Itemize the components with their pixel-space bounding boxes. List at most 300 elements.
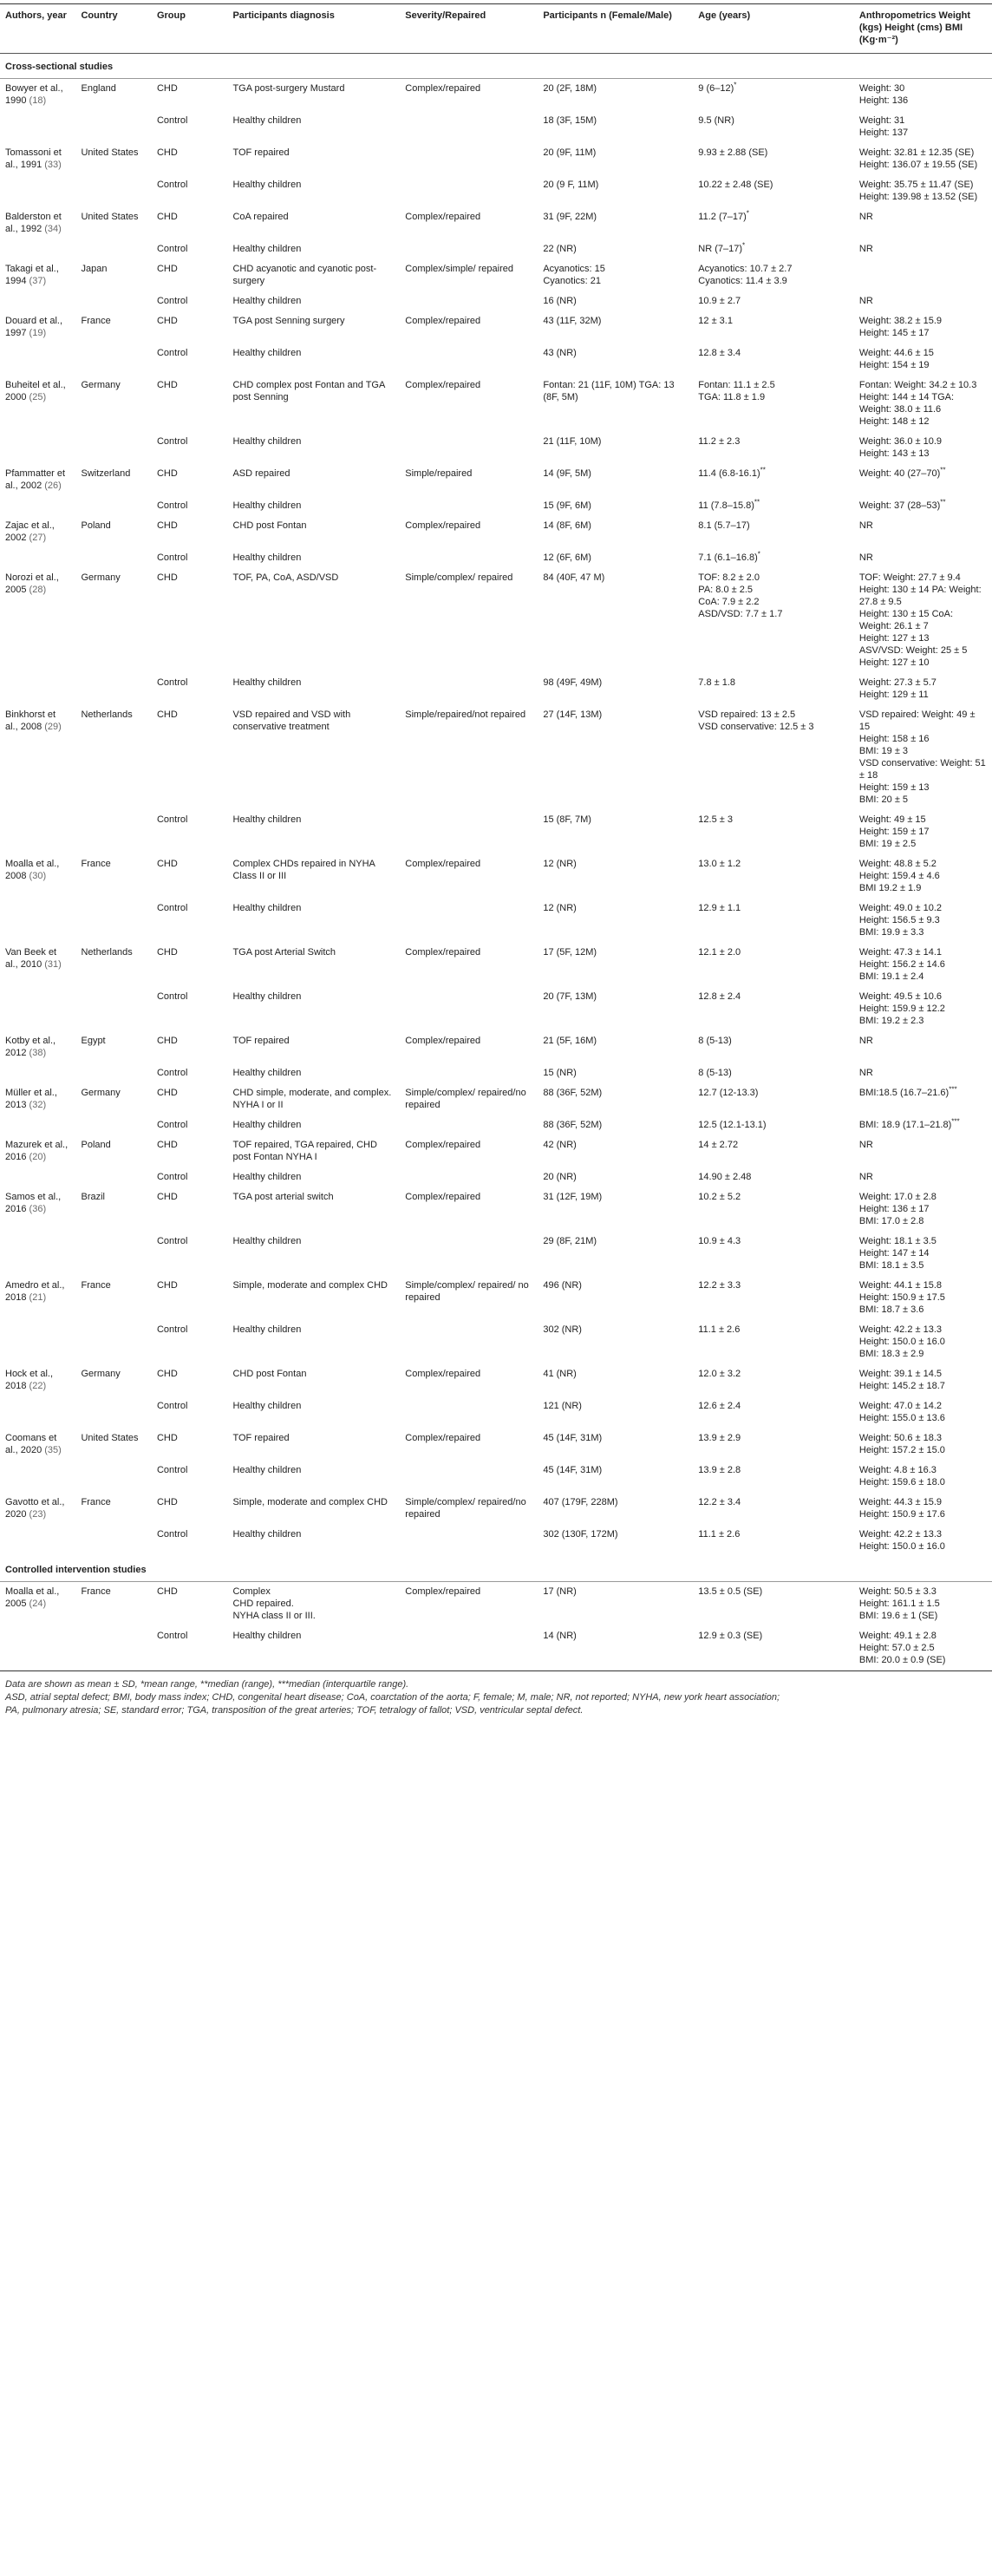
author-name: Samos et al., 2016 xyxy=(5,1192,62,1214)
cell-line: BMI: 19.6 ± 1 (SE) xyxy=(858,1611,938,1621)
reference-link[interactable]: (20) xyxy=(29,1152,47,1162)
reference-link[interactable]: (36) xyxy=(29,1204,47,1214)
group-cell xyxy=(152,1135,227,1167)
group-cell xyxy=(152,1525,227,1557)
cell-line: Weight: 37 (28–53)** xyxy=(858,498,946,511)
anthropometrics-cell xyxy=(854,343,992,376)
cell-line: 31 (9F, 22M) xyxy=(543,212,597,222)
author-cell xyxy=(0,239,75,259)
author-cell xyxy=(0,1364,75,1396)
country-cell xyxy=(75,673,151,705)
cell-line: Healthy children xyxy=(232,552,302,563)
reference-link[interactable]: (22) xyxy=(29,1381,47,1391)
group-cell xyxy=(152,1429,227,1461)
anthropometrics-cell xyxy=(854,143,992,175)
diagnosis-cell xyxy=(227,1187,400,1232)
cell-line: CHD xyxy=(156,1369,178,1379)
author-cell xyxy=(0,1320,75,1364)
group-cell xyxy=(152,1187,227,1232)
group-cell xyxy=(152,568,227,673)
table-row xyxy=(0,1187,992,1232)
cell-line: Simple/complex/ repaired/no repaired xyxy=(405,1497,526,1520)
author-name: Coomans et al., 2020 xyxy=(5,1433,57,1455)
table-row xyxy=(0,1396,992,1429)
cell-line: Weight: 50.5 ± 3.3 xyxy=(858,1586,937,1597)
group-cell xyxy=(152,143,227,175)
age-cell xyxy=(693,1525,854,1557)
table-row xyxy=(0,1276,992,1320)
cell-line: 17 (5F, 12M) xyxy=(543,947,597,958)
group-cell xyxy=(152,1083,227,1115)
cell-line: Control xyxy=(156,677,188,688)
severity-cell xyxy=(400,1031,538,1063)
cell-line: 22 (NR) xyxy=(543,244,577,254)
cell-line: 7.8 ± 1.8 xyxy=(698,677,736,688)
group-cell xyxy=(152,1115,227,1135)
author-cell xyxy=(0,291,75,311)
participants-cell xyxy=(538,1083,693,1115)
table-row xyxy=(0,854,992,899)
cell-line: VSD repaired and VSD with conservative treatment xyxy=(232,709,351,732)
reference-link[interactable]: (37) xyxy=(29,276,47,286)
cell-line: CoA repaired xyxy=(232,212,289,222)
cell-line: 12.8 ± 3.4 xyxy=(698,348,741,358)
anthropometrics-cell xyxy=(854,111,992,143)
anthropometrics-cell xyxy=(854,1429,992,1461)
author-cell xyxy=(0,79,75,112)
age-cell xyxy=(693,291,854,311)
cell-line: 9.93 ± 2.88 (SE) xyxy=(698,147,768,158)
table-row xyxy=(0,376,992,432)
cell-line: Germany xyxy=(81,380,121,390)
author-cell xyxy=(0,1031,75,1063)
cell-line: BMI: 18.1 ± 3.5 xyxy=(858,1260,924,1271)
anthropometrics-cell xyxy=(854,1364,992,1396)
severity-cell xyxy=(400,548,538,568)
anthropometrics-cell xyxy=(854,1167,992,1187)
cell-line: 14 ± 2.72 xyxy=(698,1140,739,1150)
cell-line: 12.1 ± 2.0 xyxy=(698,947,741,958)
footnote-line: PA, pulmonary atresia; SE, standard error; TGA, transposition of the great arteries; TOF, tetralogy of fallot; VSD, ventricular septal defect. xyxy=(5,1705,584,1716)
cell-line: Height: 130 ± 15 CoA: Weight: 26.1 ± 7 xyxy=(858,609,954,631)
group-cell xyxy=(152,175,227,207)
table-row xyxy=(0,1429,992,1461)
cell-line: Height: 136 ± 17 xyxy=(858,1204,930,1214)
cell-line: Weight: 18.1 ± 3.5 xyxy=(858,1236,937,1246)
participants-cell xyxy=(538,239,693,259)
cell-line: VSD repaired: Weight: 49 ± 15 xyxy=(858,709,976,732)
group-cell xyxy=(152,111,227,143)
participants-cell xyxy=(538,496,693,516)
cell-line: Weight: 39.1 ± 14.5 xyxy=(858,1369,942,1379)
reference-link[interactable]: (21) xyxy=(29,1292,47,1303)
cell-line: 20 (2F, 18M) xyxy=(543,83,597,94)
severity-cell xyxy=(400,239,538,259)
age-cell xyxy=(693,1493,854,1525)
cell-line: ASV/VSD: Weight: 25 ± 5 xyxy=(858,645,968,656)
footnote-marker: *** xyxy=(951,1117,960,1126)
age-cell xyxy=(693,1364,854,1396)
country-cell xyxy=(75,311,151,343)
reference-link[interactable]: (30) xyxy=(29,871,47,881)
participants-cell xyxy=(538,673,693,705)
cell-line: 43 (11F, 32M) xyxy=(543,316,602,326)
severity-cell xyxy=(400,207,538,239)
table-row xyxy=(0,343,992,376)
cell-line: Weight: 30 xyxy=(858,83,905,94)
cell-line: Weight: 50.6 ± 18.3 xyxy=(858,1433,942,1443)
severity-cell xyxy=(400,291,538,311)
group-cell xyxy=(152,1232,227,1276)
severity-cell xyxy=(400,175,538,207)
cell-line: NR xyxy=(858,1068,873,1078)
diagnosis-cell xyxy=(227,1276,400,1320)
author-cell xyxy=(0,516,75,548)
cell-line: Control xyxy=(156,1324,188,1335)
anthropometrics-cell xyxy=(854,1063,992,1083)
cell-line: Healthy children xyxy=(232,1120,302,1130)
country-cell xyxy=(75,899,151,943)
reference-link[interactable]: (23) xyxy=(29,1509,47,1520)
author-name: Kotby et al., 2012 xyxy=(5,1036,56,1058)
author-cell xyxy=(0,854,75,899)
cell-line: 14 (8F, 6M) xyxy=(543,520,591,531)
age-cell xyxy=(693,1582,854,1627)
cell-line: VSD repaired: 13 ± 2.5 xyxy=(698,709,796,720)
footnote-marker: * xyxy=(734,81,737,89)
reference-link[interactable]: (18) xyxy=(29,95,47,106)
cell-line: France xyxy=(81,316,111,326)
author-cell xyxy=(0,1167,75,1187)
age-cell xyxy=(693,810,854,854)
cell-line: Weight: 44.3 ± 15.9 xyxy=(858,1497,942,1507)
cell-line: 21 (5F, 16M) xyxy=(543,1036,597,1046)
diagnosis-cell xyxy=(227,1320,400,1364)
footnote-marker: *** xyxy=(949,1085,957,1094)
diagnosis-cell xyxy=(227,1626,400,1670)
anthropometrics-cell xyxy=(854,1320,992,1364)
participants-cell xyxy=(538,1135,693,1167)
group-cell xyxy=(152,1320,227,1364)
cell-line: Healthy children xyxy=(232,115,302,126)
group-cell xyxy=(152,1396,227,1429)
cell-line: 10.22 ± 2.48 (SE) xyxy=(698,180,773,190)
cell-line: Simple/complex/ repaired/ no repaired xyxy=(405,1280,529,1303)
diagnosis-cell xyxy=(227,1525,400,1557)
group-cell xyxy=(152,1364,227,1396)
reference-link[interactable]: (35) xyxy=(44,1445,62,1455)
cell-line: BMI: 18.3 ± 2.9 xyxy=(858,1349,924,1359)
cell-line: CHD xyxy=(156,1586,178,1597)
diagnosis-cell xyxy=(227,259,400,291)
footnote-marker: * xyxy=(746,209,749,218)
anthropometrics-cell xyxy=(854,496,992,516)
group-cell xyxy=(152,1276,227,1320)
participants-cell xyxy=(538,1031,693,1063)
cell-line: BMI: 18.9 (17.1–21.8)*** xyxy=(858,1117,960,1130)
severity-cell xyxy=(400,1461,538,1493)
cell-line: Height: 150.9 ± 17.5 xyxy=(858,1292,945,1303)
author-cell xyxy=(0,311,75,343)
cell-line: Complex/repaired xyxy=(405,1036,481,1046)
cell-line: Control xyxy=(156,1631,188,1641)
cell-line: Weight: 44.6 ± 15 xyxy=(858,348,934,358)
cell-line: 43 (NR) xyxy=(543,348,577,358)
cell-line: Poland xyxy=(81,1140,111,1150)
cell-line: CHD xyxy=(156,947,178,958)
participants-cell xyxy=(538,207,693,239)
group-cell xyxy=(152,343,227,376)
cell-line: CHD xyxy=(156,1088,178,1098)
cell-line: NR xyxy=(858,1036,873,1046)
cell-line: TOF: 8.2 ± 2.0 xyxy=(698,572,760,583)
country-cell xyxy=(75,1320,151,1364)
country-cell xyxy=(75,1364,151,1396)
severity-cell xyxy=(400,79,538,112)
author-name: Van Beek et al., 2010 xyxy=(5,947,57,970)
reference-link[interactable]: (33) xyxy=(44,160,62,170)
age-cell xyxy=(693,343,854,376)
cell-line: Height: 147 ± 14 xyxy=(858,1248,930,1259)
cell-line: 11.2 ± 2.3 xyxy=(698,436,741,447)
cell-line: 12 (6F, 6M) xyxy=(543,552,591,563)
cell-line: Complex/repaired xyxy=(405,1586,481,1597)
cell-line: Complex/repaired xyxy=(405,859,481,869)
cell-line: Weight: 42.2 ± 13.3 xyxy=(858,1529,942,1540)
diagnosis-cell xyxy=(227,311,400,343)
cell-line: Healthy children xyxy=(232,296,302,306)
section-header-row xyxy=(0,1557,992,1582)
author-cell xyxy=(0,987,75,1031)
country-cell xyxy=(75,810,151,854)
footnote-marker: * xyxy=(757,550,760,559)
age-cell xyxy=(693,548,854,568)
participants-cell xyxy=(538,143,693,175)
diagnosis-cell xyxy=(227,111,400,143)
country-cell xyxy=(75,1167,151,1187)
group-cell xyxy=(152,673,227,705)
cell-line: 42 (NR) xyxy=(543,1140,577,1150)
table-row xyxy=(0,516,992,548)
participants-cell xyxy=(538,705,693,810)
table-row xyxy=(0,1320,992,1364)
table-row xyxy=(0,1364,992,1396)
country-cell xyxy=(75,943,151,987)
age-cell xyxy=(693,376,854,432)
table-row xyxy=(0,207,992,239)
cell-line: Height: 139.98 ± 13.52 (SE) xyxy=(858,192,978,202)
diagnosis-cell xyxy=(227,496,400,516)
cell-line: 15 (8F, 7M) xyxy=(543,814,591,825)
diagnosis-cell xyxy=(227,1429,400,1461)
cell-line: 98 (49F, 49M) xyxy=(543,677,603,688)
cell-line: Complex/repaired xyxy=(405,83,481,94)
cell-line: 8 (5-13) xyxy=(698,1068,732,1078)
author-cell xyxy=(0,111,75,143)
cell-line: 11.2 (7–17)* xyxy=(698,209,749,222)
cell-line: Weight: 42.2 ± 13.3 xyxy=(858,1324,942,1335)
diagnosis-cell xyxy=(227,548,400,568)
cell-line: 12 ± 3.1 xyxy=(698,316,733,326)
anthropometrics-cell xyxy=(854,987,992,1031)
cell-line: CHD xyxy=(156,1433,178,1443)
group-cell xyxy=(152,432,227,464)
cell-line: Height: 159.9 ± 12.2 xyxy=(858,1004,945,1014)
cell-line: 15 (NR) xyxy=(543,1068,577,1078)
cell-line: Simple/complex/ repaired xyxy=(405,572,513,583)
cell-line: Germany xyxy=(81,1088,121,1098)
author-cell xyxy=(0,1525,75,1557)
author-cell xyxy=(0,568,75,673)
cell-line: France xyxy=(81,1586,111,1597)
cell-line: Healthy children xyxy=(232,1529,302,1540)
cell-line: 27 (14F, 13M) xyxy=(543,709,603,720)
reference-link[interactable]: (29) xyxy=(44,722,62,732)
anthropometrics-cell xyxy=(854,1525,992,1557)
group-cell xyxy=(152,1626,227,1670)
country-cell xyxy=(75,1031,151,1063)
reference-link[interactable]: (28) xyxy=(29,585,47,595)
table-row xyxy=(0,673,992,705)
diagnosis-cell xyxy=(227,1167,400,1187)
country-cell xyxy=(75,1083,151,1115)
group-cell xyxy=(152,311,227,343)
reference-link[interactable]: (32) xyxy=(29,1100,47,1110)
cell-line: 20 (7F, 13M) xyxy=(543,991,597,1002)
severity-cell xyxy=(400,943,538,987)
cell-line: BMI: 19.1 ± 2.4 xyxy=(858,971,924,982)
author-cell xyxy=(0,1063,75,1083)
cell-line: ASD/VSD: 7.7 ± 1.7 xyxy=(698,609,783,619)
severity-cell xyxy=(400,1187,538,1232)
cell-line: NR xyxy=(858,212,873,222)
cell-line: TGA post-surgery Mustard xyxy=(232,83,345,94)
table-row xyxy=(0,239,992,259)
cell-line: Weight: 4.8 ± 16.3 xyxy=(858,1465,937,1475)
author-cell xyxy=(0,143,75,175)
cell-line: CHD xyxy=(156,380,178,390)
cell-line: Weight: 27.3 ± 5.7 xyxy=(858,677,937,688)
cell-line: 407 (179F, 228M) xyxy=(543,1497,618,1507)
anthropometrics-cell xyxy=(854,1187,992,1232)
age-cell xyxy=(693,1187,854,1232)
age-cell xyxy=(693,854,854,899)
anthropometrics-cell xyxy=(854,1232,992,1276)
author-cell xyxy=(0,1461,75,1493)
diagnosis-cell xyxy=(227,1115,400,1135)
country-cell xyxy=(75,1063,151,1083)
reference-link[interactable]: (34) xyxy=(44,224,62,234)
section-title: Cross-sectional studies xyxy=(0,54,992,79)
reference-link[interactable]: (38) xyxy=(29,1048,47,1058)
age-cell xyxy=(693,1626,854,1670)
country-cell xyxy=(75,343,151,376)
participants-cell xyxy=(538,311,693,343)
reference-link[interactable]: (24) xyxy=(29,1599,47,1609)
age-cell xyxy=(693,568,854,673)
table-header xyxy=(0,4,992,54)
reference-link[interactable]: (19) xyxy=(29,328,47,338)
cell-line: Poland xyxy=(81,520,111,531)
author-cell xyxy=(0,1135,75,1167)
participants-cell xyxy=(538,464,693,496)
cell-line: NR xyxy=(858,296,873,306)
participants-cell xyxy=(538,1493,693,1525)
cell-line: Simple, moderate and complex CHD xyxy=(232,1280,388,1291)
diagnosis-cell xyxy=(227,854,400,899)
cell-line: Height: 159.4 ± 4.6 xyxy=(858,871,940,881)
cell-line: BMI: 17.0 ± 2.8 xyxy=(858,1216,924,1226)
cell-line: Healthy children xyxy=(232,1236,302,1246)
country-cell xyxy=(75,1276,151,1320)
cell-line: Healthy children xyxy=(232,1631,302,1641)
header-group: Group xyxy=(152,4,227,54)
cell-line: CHD repaired. xyxy=(232,1599,294,1609)
cell-line: CHD xyxy=(156,212,178,222)
cell-line: Weight: 47.3 ± 14.1 xyxy=(858,947,942,958)
cell-line: NYHA class II or III. xyxy=(232,1611,316,1621)
cell-line: CHD xyxy=(156,1140,178,1150)
participants-cell xyxy=(538,1276,693,1320)
cell-line: Weight: 48.8 ± 5.2 xyxy=(858,859,937,869)
author-cell xyxy=(0,207,75,239)
cell-line: 20 (NR) xyxy=(543,1172,577,1182)
severity-cell xyxy=(400,143,538,175)
cell-line: Weight: 32.81 ± 12.35 (SE) xyxy=(858,147,975,158)
country-cell xyxy=(75,516,151,548)
anthropometrics-cell xyxy=(854,239,992,259)
author-cell xyxy=(0,705,75,810)
table-row xyxy=(0,899,992,943)
participants-cell xyxy=(538,854,693,899)
severity-cell xyxy=(400,1083,538,1115)
cell-line: 45 (14F, 31M) xyxy=(543,1433,603,1443)
diagnosis-cell xyxy=(227,810,400,854)
table-row xyxy=(0,1493,992,1525)
group-cell xyxy=(152,79,227,112)
reference-link[interactable]: (31) xyxy=(44,959,62,970)
reference-link[interactable]: (27) xyxy=(29,533,47,543)
participants-cell xyxy=(538,291,693,311)
table-row xyxy=(0,79,992,112)
diagnosis-cell xyxy=(227,1083,400,1115)
country-cell xyxy=(75,175,151,207)
age-cell xyxy=(693,705,854,810)
author-cell xyxy=(0,1115,75,1135)
footnote-marker: ** xyxy=(754,498,760,507)
footnote-marker: ** xyxy=(940,498,946,507)
cell-line: 13.9 ± 2.9 xyxy=(698,1433,741,1443)
anthropometrics-cell xyxy=(854,79,992,112)
author-cell xyxy=(0,1232,75,1276)
reference-link[interactable]: (25) xyxy=(29,392,47,402)
participants-cell xyxy=(538,1063,693,1083)
cell-line: Healthy children xyxy=(232,1172,302,1182)
author-cell xyxy=(0,376,75,432)
reference-link[interactable]: (26) xyxy=(44,481,62,491)
table-footnotes xyxy=(0,1670,992,1717)
country-cell xyxy=(75,1626,151,1670)
cell-line: 11.4 (6.8-16.1)** xyxy=(698,466,766,479)
cell-line: TGA: 11.8 ± 1.9 xyxy=(698,392,766,402)
cell-line: NR xyxy=(858,244,873,254)
severity-cell xyxy=(400,1320,538,1364)
author-name: Bowyer et al., 1990 xyxy=(5,83,63,106)
cell-line: Simple, moderate and complex CHD xyxy=(232,1497,388,1507)
cell-line: 41 (NR) xyxy=(543,1369,577,1379)
cell-line: Healthy children xyxy=(232,1068,302,1078)
author-cell xyxy=(0,1582,75,1627)
